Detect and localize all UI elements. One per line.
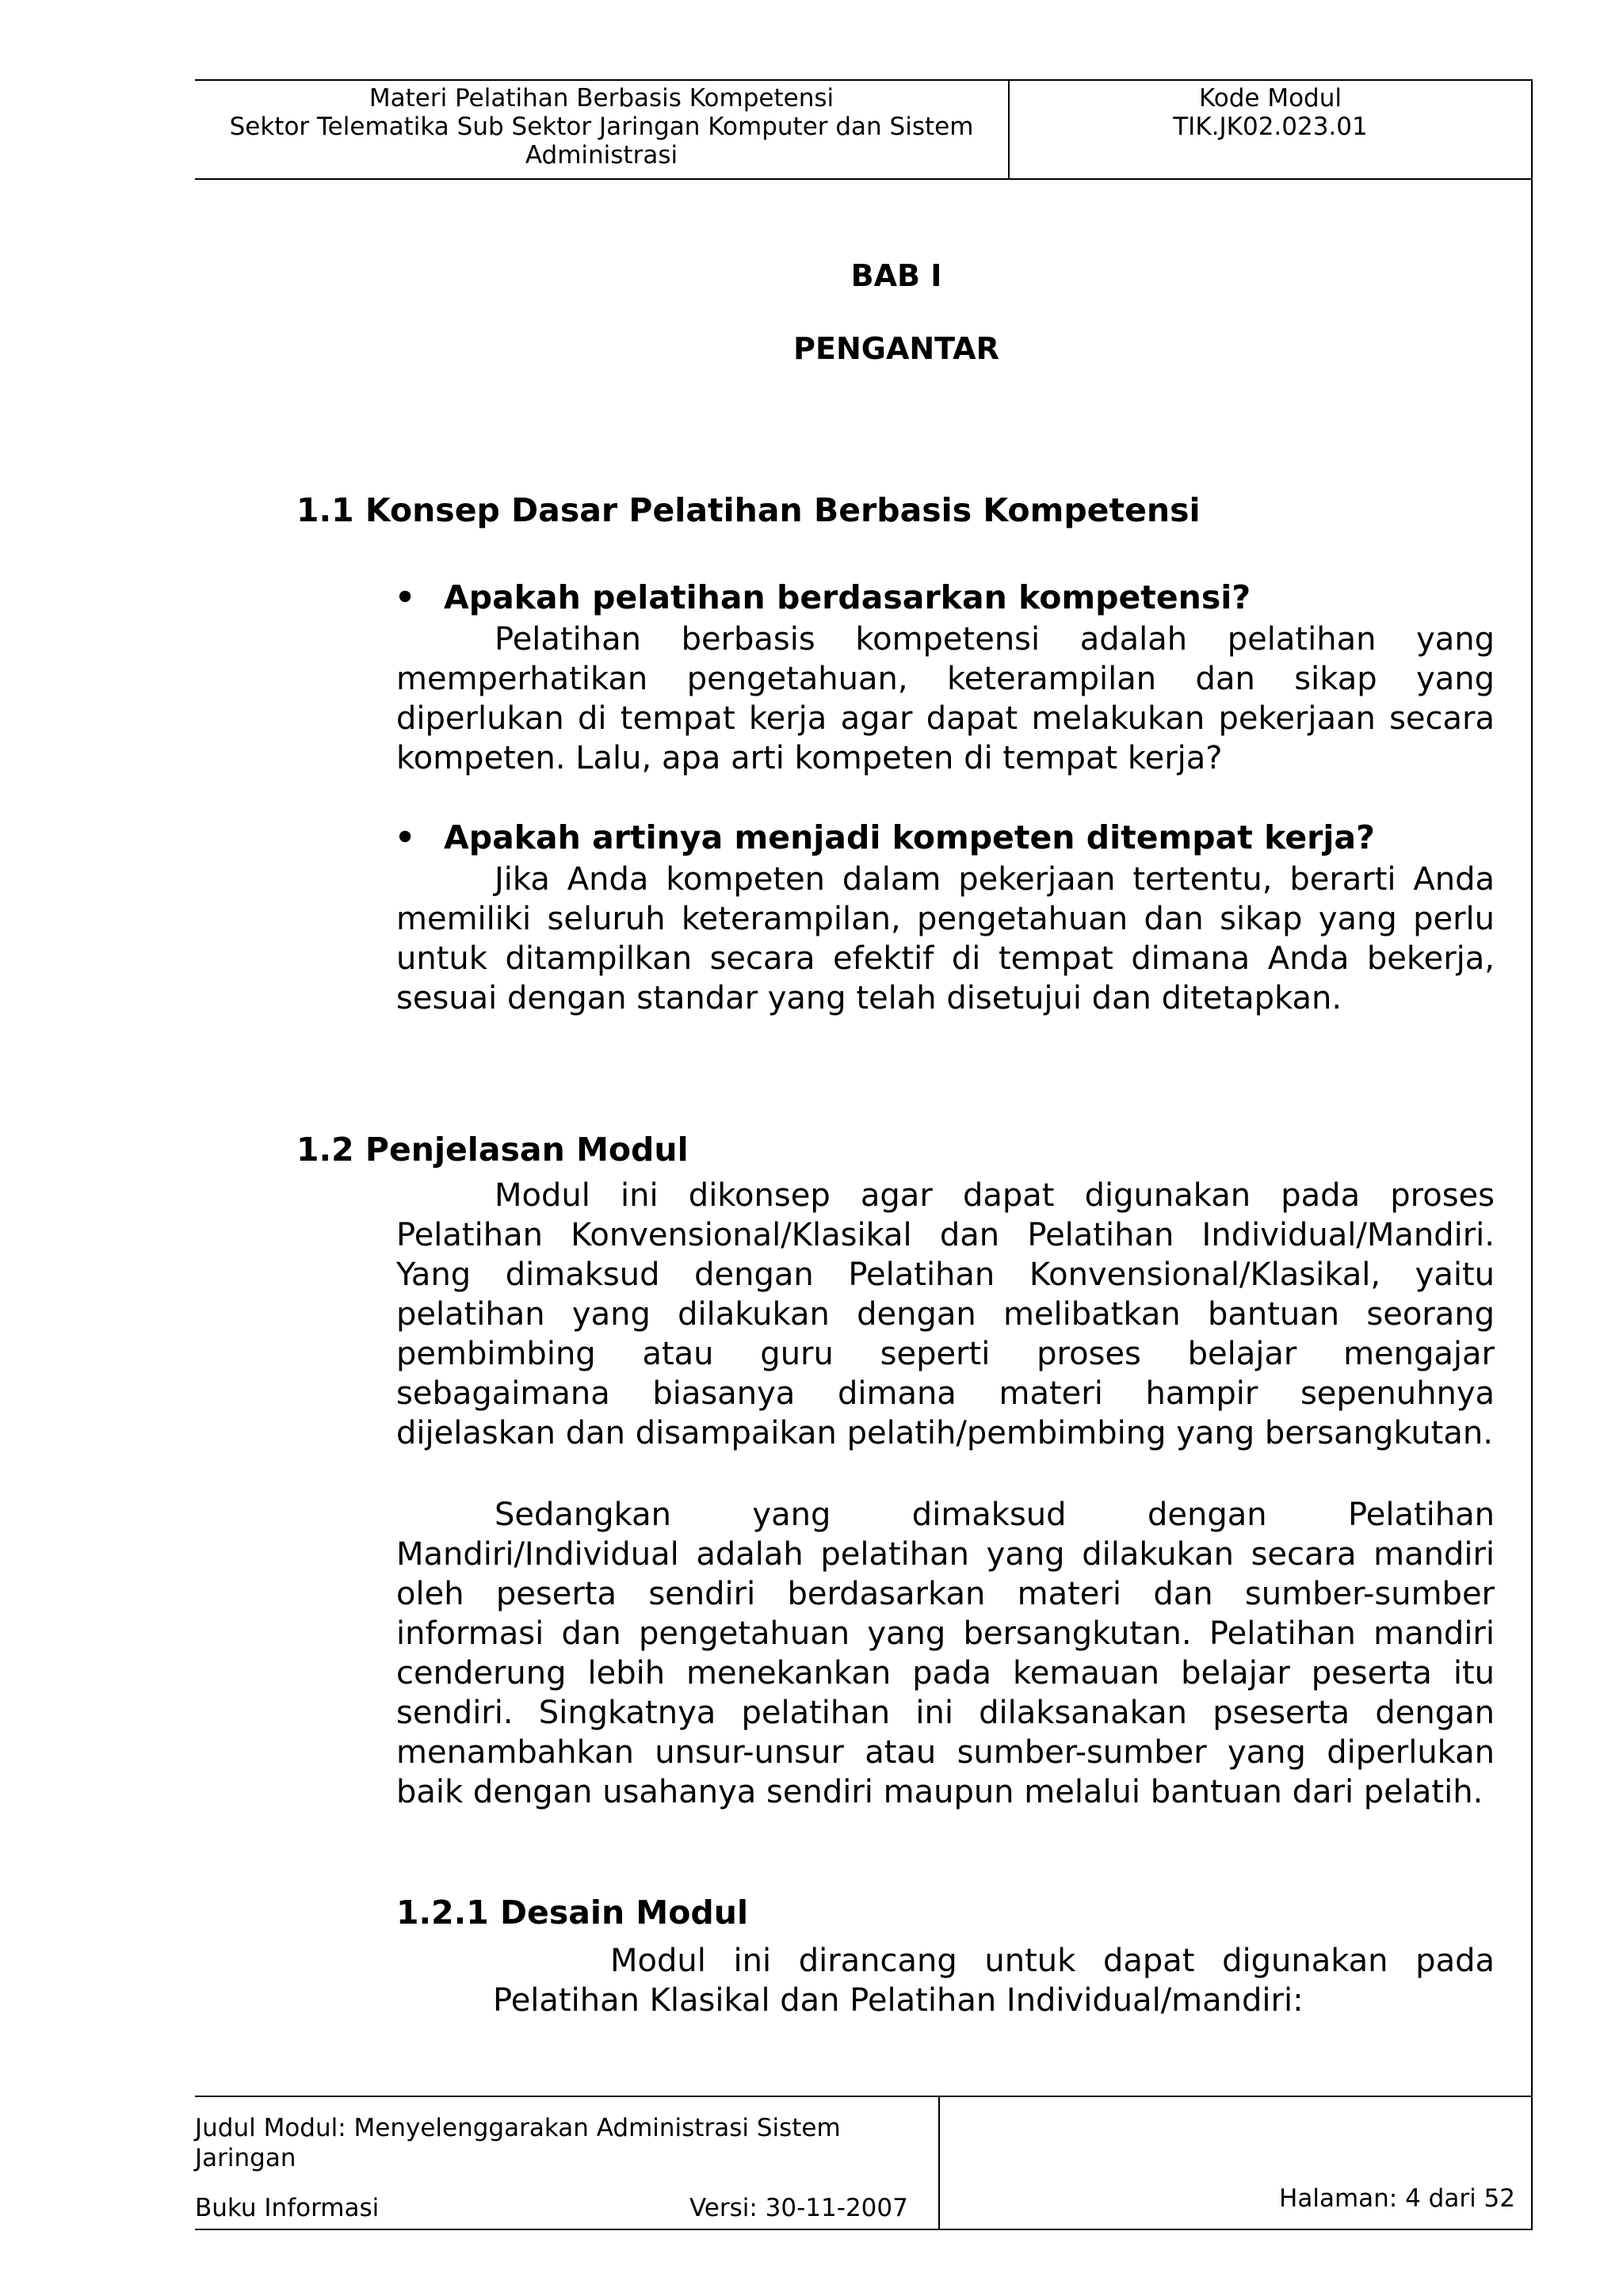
question-1 <box>395 578 1251 616</box>
answer-1-paragraph: Pelatihan berbasis kompetensi adalah pelatihan yang memperhatikan pengetahuan, keterampilan dan sikap yang diperlukan di tempat kerja agar dapat melakukan pekerjaan secara kompeten. Lalu, apa arti kompeten di tempat kerja? <box>396 621 1495 776</box>
page-footer <box>195 2096 1533 2230</box>
section-1-2-1-paragraph: Modul ini dirancang untuk dapat digunakan pada Pelatihan Klasikal dan Pelatihan Individual/mandiri: <box>493 1943 1495 2019</box>
section-1-1-heading: 1.1 Konsep Dasar Pelatihan Berbasis Kompetensi <box>296 491 1201 529</box>
question-2 <box>395 818 1375 856</box>
footer-book-type: Buku Informasi <box>195 2194 380 2222</box>
section-1-2-1-heading: 1.2.1 Desain Modul <box>396 1894 748 1932</box>
header-line-3: Administrasi <box>525 141 678 170</box>
module-code-value: TIK.JK02.023.01 <box>1173 113 1368 141</box>
question-2-text: Apakah artinya menjadi kompeten ditempat kerja? <box>444 818 1375 856</box>
footer-module-info <box>195 2097 940 2229</box>
header-line-1: Materi Pelatihan Berbasis Kompetensi <box>369 84 834 113</box>
chapter-title: PENGANTAR <box>793 331 999 366</box>
header-training-info <box>195 81 1010 178</box>
footer-version: Versi: 30-11-2007 <box>689 2194 908 2222</box>
header-line-2: Sektor Telematika Sub Sektor Jaringan Komputer dan Sistem <box>229 113 974 141</box>
section-1-2-paragraph-1: Modul ini dikonsep agar dapat digunakan pada proses Pelatihan Konvensional/Klasikal dan Pelatihan Individual/Mandiri. Yang dimaksud dengan Pelatihan Konvensional/Klasikal, yaitu pelatihan yang dilakukan dengan melibatkan bantuan seorang pembimbing atau guru seperti proses belajar mengajar sebagaimana biasanya dimana materi hampir sepenuhnya dijelaskan dan disampaikan pelatih/pembimbing yang bersangkutan. <box>396 1177 1495 1451</box>
page-header <box>195 79 1533 180</box>
section-1-2-paragraph-2: Sedangkan yang dimaksud dengan Pelatihan Mandiri/Individual adalah pelatihan yang dilakukan secara mandiri oleh peserta sendiri berdasarkan materi dan sumber-sumber informasi dan pengetahuan yang bersangkutan. Pelatihan mandiri cenderung lebih menekankan pada kemauan belajar peserta itu sendiri. Singkatnya pelatihan ini dilaksanakan pseserta dengan menambahkan unsur-unsur atau sumber-sumber yang diperlukan baik dengan usahanya sendiri maupun melalui bantuan dari pelatih. <box>396 1497 1495 1810</box>
bullet-icon: • <box>395 578 416 616</box>
header-module-code <box>1010 81 1531 181</box>
page-border-right <box>1531 180 1533 2097</box>
module-code-label: Kode Modul <box>1198 84 1342 113</box>
chapter-number: BAB I <box>850 258 942 293</box>
section-1-2-heading: 1.2 Penjelasan Modul <box>296 1131 689 1169</box>
question-1-text: Apakah pelatihan berdasarkan kompetensi? <box>444 578 1251 616</box>
answer-2-paragraph: Jika Anda kompeten dalam pekerjaan tertentu, berarti Anda memiliki seluruh keterampilan, pengetahuan dan sikap yang perlu untuk ditampilkan secara efektif di tempat dimana Anda bekerja, sesuai dengan standar yang telah disetujui dan ditetapkan. <box>396 861 1495 1016</box>
footer-module-title: Judul Modul: Menyelenggarakan Administrasi Sistem Jaringan <box>195 2114 841 2172</box>
footer-page-info <box>940 2097 1531 2229</box>
bullet-icon: • <box>395 818 416 856</box>
page-number: Halaman: 4 dari 52 <box>1279 2184 1515 2213</box>
